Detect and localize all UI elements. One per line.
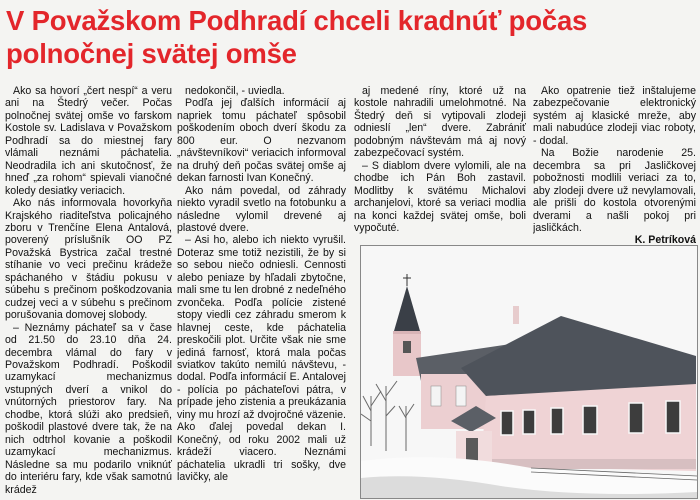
paragraph: nedokončil, - uviedla. <box>185 85 285 97</box>
paragraph: – Asi ho, alebo ich niekto vyrušil. Doteraz sme totiž nezistili, že by si so sebou niečo odniesli. Cennosti alebo peniaze by hľadali zbytočne, mali sme tu len drobné z nedeľného zvončeka. Podľa polície zistené stopy viedli cez záhradu smerom k hlavnej ceste, kde páchatelia preskočili plot. Určite však nie sme jediná farnosť, ktorá mala počas sviatkov takúto nemilú návštevu, - dodal. Podľa informácií E. Antalovej - polícia po páchateľovi pátra, v prípade jeho zistenia a preukázania viny mu hrozí až dvojročné väzenie. Ako ďalej povedal dekan I. Konečný, od roku 2002 mali už krádeží viacero. Neznámi páchatelia ukradli tri sošky, dve lavičky, ale <box>177 234 346 484</box>
paragraph: Ako opatrenie tiež inštalujeme zabezpečovanie elektronický systém aj klasické mreže, aby mali nabudúce zlodeji viac roboty, - dodal. <box>533 85 696 147</box>
paragraph: – Neznámy páchateľ sa v čase od 21.50 do 23.10 dňa 24. decembra vlámal do fary v Považskom Podhradí. Poškodil uzamykací mechanizmus vstupných dverí a vnikol do vnútorných priestorov fary. Na chodbe, ktorá slúži ako predsieň, poškodil plastové dvere tak, že na nich odtrhol kovanie a poškodil uzamykací mechanizmus. Následne sa mu podarilo vniknúť do interiéru fary, kde však samotnú krádež <box>5 321 172 496</box>
paragraph: Podľa jej ďalších informácií aj napriek tomu páchateľ spôsobil poškodením oboch dverí škodu za 800 eur. O nezvanom „návštevníkovi“ veriacich informoval na druhý deň počas svätej omše aj dekan farnosti Ivan Konečný. <box>177 97 346 185</box>
paragraph: Na Božie narodenie 25. decembra sa pri Jasličkovej pobožnosti modlili veriaci za to, aby zlodeji dvere už nevylamovali, ale prišli do kostola otvorenými dverami a našli pokoj pri jasličkách. <box>533 147 696 234</box>
article-column-3 <box>354 85 526 245</box>
paragraph: aj medené ríny, ktoré už na kostole nahradili umelohmotné. Na Štedrý deň si vytipovali zlodeji odnieslí „len“ dvere. Zabrániť podobným návštevám má aj nový zabezpečovací systém. <box>354 85 526 160</box>
article-headline <box>6 4 696 70</box>
article-column-1 <box>5 85 172 499</box>
article-column-2 <box>177 85 346 499</box>
church-photo <box>360 245 698 499</box>
paragraph: Ako nás informovala hovorkyňa Krajského riaditeľstva policajného zboru v Trenčíne Elena Antalová, poverený príslušník OO PZ Považská Bystrica začal trestné stíhanie vo veci prečinu krádeže spáchaného v štádiu pokusu v súbehu s prečinom poškodzovania cudzej veci a v súbehu s prečinom porušovania domovej slobody. <box>5 197 172 322</box>
article-column-4 <box>533 85 696 245</box>
paragraph: Ako nám povedal, od záhrady niekto vyradil svetlo na fotobunku a následne vylomil drevené aj plastové dvere. <box>177 184 346 234</box>
paragraph: Ako sa hovorí „čert nespí“ a veru ani na Štedrý večer. Počas polnočnej svätej omše vo farskom Kostole sv. Ladislava v Považskom Podhradí sa do miestnej fary vlámali neznámi páchatelia. Neodradila ich ani skutočnosť, že hneď „za rohom“ spievali vianočné koledy desiatky veriacich. <box>5 85 172 197</box>
author-signature: K. Petríková <box>634 234 696 245</box>
headline-line-2: polnočnej svätej omše <box>6 38 297 69</box>
paragraph: – S diablom dvere vylomili, ale na chodbe ich Pán Boh zastavil. Modlitby k svätému Michalovi archanjelovi, ktoré sa veriaci modlia na konci každej svätej omše, boli vypočuté. <box>354 159 526 234</box>
church-illustration <box>361 246 697 498</box>
headline-line-1: V Považskom Podhradí chceli kradnúť počas <box>6 5 588 36</box>
